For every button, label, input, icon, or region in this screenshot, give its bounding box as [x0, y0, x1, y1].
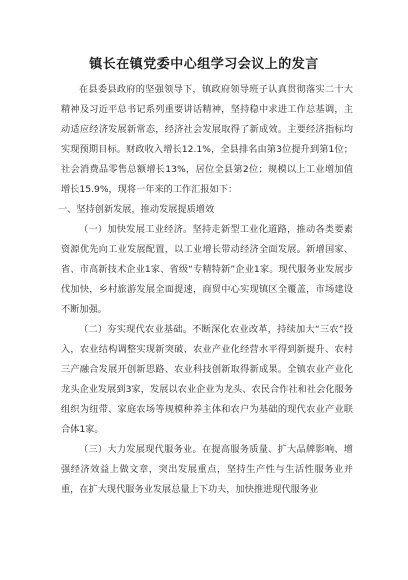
document-title: 镇长在镇党委中心组学习会议上的发言 — [89, 57, 319, 72]
paragraph-services: （三）大力发展现代服务业。在提高服务质量、扩大品牌影响、增强经济效益上做文章，突出发展重点，坚持生产性与生活性服务业并重，在扩大现代服务业发展总量上下功夫，加快推进现代服务业 — [61, 444, 353, 495]
paragraph-industry: （一）加快发展工业经济。坚持走新型工业化道路，推动各类要素资源优先向工业发展配置，以工业增长带动经济全面发展。新增国家、省、市高新技术企业1家、省级“专精特新”企业1家。现代服务业发展步伐加快，乡村旅游发展全面提速，商贸中心实现镇区全覆盖，市场建设不断加强。 — [61, 224, 353, 315]
document-body — [58, 80, 353, 500]
paragraph-intro: 在县委县政府的坚强领导下，镇政府领导班子认真贯彻落实二十大精神及习近平总书记系列重要讲话精神，坚持稳中求进工作总基调，主动适应经济发展新常态，经济社会发展取得了新成效。主要经济指标均实现预期目标。财政收入增长12.1%，全县排名由第3位提升到第1位；社会消费品零售总额增长13%，居位全县第2位；规模以上工业增加值增长15.9%，现将一年来的工作汇报如下： — [61, 84, 353, 195]
paragraph-agriculture: （二）夯实现代农业基础。不断深化农业改革，持续加大“三农”投入，农业结构调整实现新突破、农业产业化经营水平得到新提升、农村三产融合发展开创新思路、农业科技创新取得新成果。全镇农业产业化龙头企业发展到3家，发展以农业企业为龙头、农民合作社和社会化服务组织为纽带、家庭农场等规模种养主体和农户为基础的现代农业产业联合体1家。 — [61, 324, 353, 435]
section-heading-1: 一、坚持创新发展，推动发展提质增效 — [58, 204, 215, 215]
